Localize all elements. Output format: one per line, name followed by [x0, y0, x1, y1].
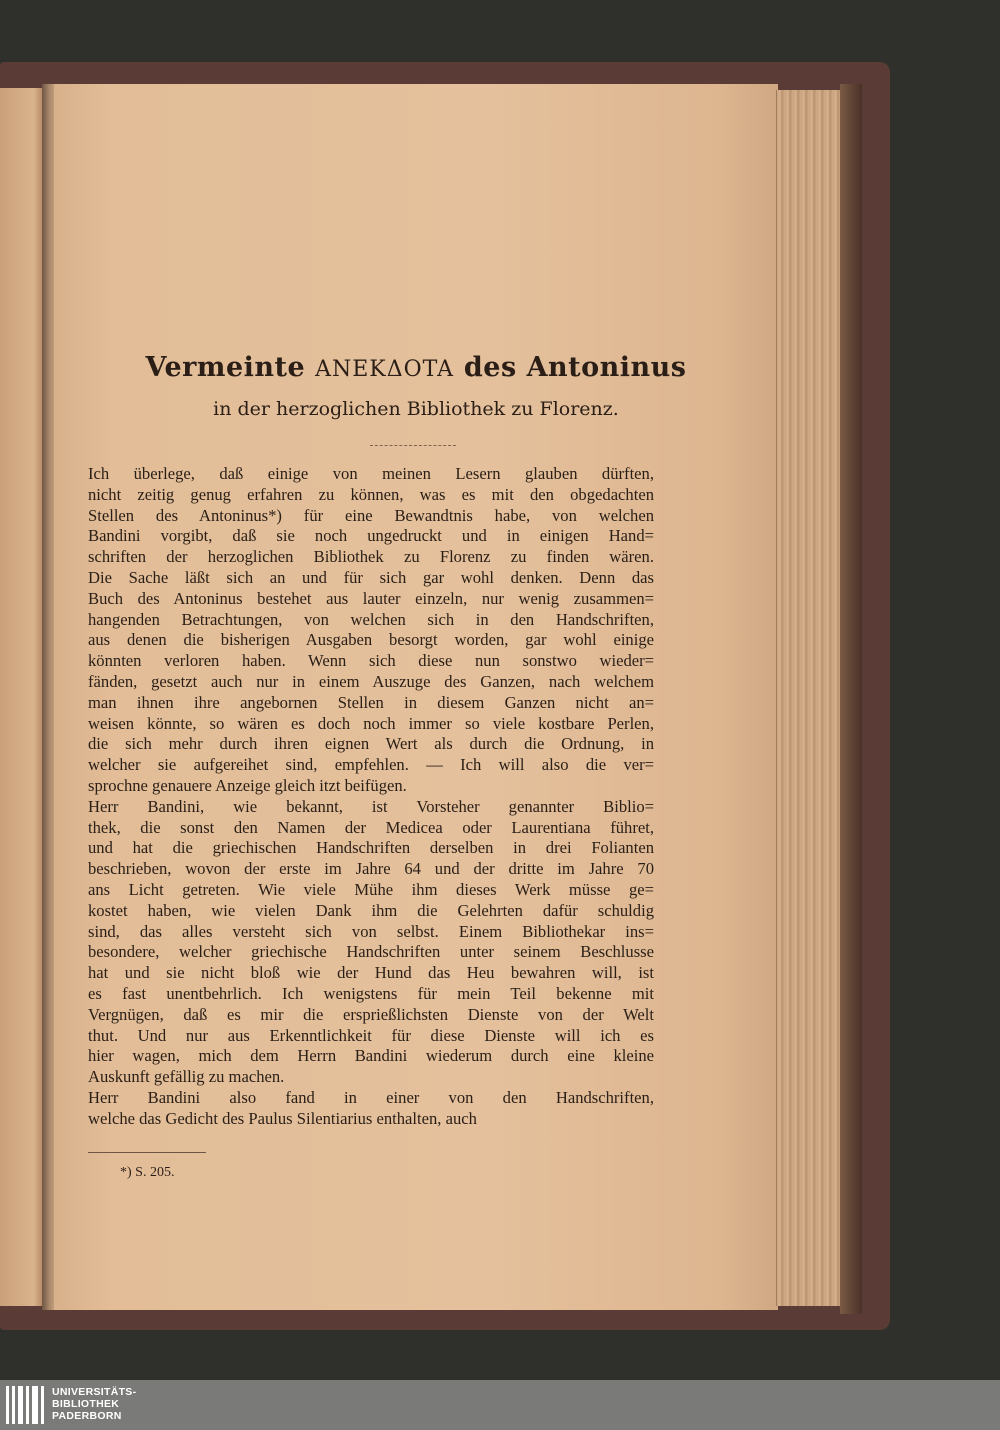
text-line: hier wagen, mich dem Herrn Bandini wiederum durch eine kleine [88, 1046, 654, 1066]
title-part-3: des Antoninus [463, 352, 687, 383]
text-line: welche das Gedicht des Paulus Silentiarius enthalten, auch [88, 1108, 477, 1128]
text-line: ans Licht getreten. Wie viele Mühe ihm dieses Werk müsse ge= [88, 879, 654, 899]
text-line: sind, das alles versteht sich von selbst. Einem Bibliothekar ins= [88, 921, 654, 941]
text-line: fänden, gesetzt auch nur in einem Auszuge des Ganzen, nach welchem [88, 671, 654, 691]
page-subtitle: in der herzoglichen Bibliothek zu Florenz. [213, 398, 619, 420]
logo-line-2: BIBLIOTHEK [52, 1398, 120, 1410]
text-line: schriften der herzoglichen Bibliothek zu Florenz zu finden wären. [88, 547, 654, 567]
text-line: Buch des Antoninus bestehet aus lauter einzeln, nur wenig zusammen= [88, 588, 654, 608]
text-line: Vergnügen, daß es mir die ersprießlichsten Dienste von der Welt [88, 1004, 654, 1024]
text-line: hat und sie nicht bloß wie der Hund das Heu bewahren will, ist [88, 963, 654, 983]
left-page-edge [0, 88, 44, 1306]
text-line: Stellen des Antoninus*) für eine Bewandtnis habe, von welchen [88, 505, 654, 525]
text-line: könnten verloren haben. Wenn sich diese nun sonstwo wieder= [88, 651, 654, 671]
text-line: die sich mehr durch ihren eignen Wert als durch die Ordnung, in [88, 734, 654, 754]
text-line: und hat die griechischen Handschriften derselben in drei Folianten [88, 838, 654, 858]
body-text [88, 464, 654, 1130]
library-logo-text [52, 1386, 136, 1422]
text-line: aus denen die bisherigen Ausgaben besorgt worden, gar wohl einige [88, 630, 654, 650]
title-divider [370, 445, 456, 446]
logo-line-1: UNIVERSITÄTS- [52, 1386, 137, 1398]
text-line: Die Sache läßt sich an und für sich gar wohl denken. Denn das [88, 567, 654, 587]
text-line: nicht zeitig genug erfahren zu können, was es mit den obgedachten [88, 484, 654, 504]
logo-line-3: PADERBORN [52, 1410, 122, 1422]
text-line: beschrieben, wovon der erste im Jahre 64 und der dritte im Jahre 70 [88, 859, 654, 879]
text-line: sprochne genauere Anzeige gleich itzt beifügen. [88, 775, 407, 795]
text-line: Herr Bandini also fand in einer von den Handschriften, [88, 1087, 654, 1107]
text-line: weisen könnte, so wären es doch noch immer so viele kostbare Perlen, [88, 713, 654, 733]
title-part-greek: ANEKΔOTA [315, 357, 454, 382]
page-title [54, 352, 778, 383]
text-line: Herr Bandini, wie bekannt, ist Vorsteher genannter Biblio= [88, 796, 654, 816]
text-line: besondere, welcher griechische Handschriften unter seinem Beschlusse [88, 942, 654, 962]
text-line: es fast unentbehrlich. Ich wenigstens für mein Teil bekenne mit [88, 983, 654, 1003]
page-edges-shadow [840, 84, 862, 1314]
text-line: Bandini vorgibt, daß sie noch ungedruckt und in einigen Hand= [88, 526, 654, 546]
text-line: thut. Und nur aus Erkenntlichkeit für diese Dienste will ich es [88, 1025, 654, 1045]
text-line: Ich überlege, daß einige von meinen Lesern glauben dürften, [88, 464, 654, 483]
text-line: hangenden Betrachtungen, von welchen sich in den Handschriften, [88, 609, 654, 629]
text-line: Auskunft gefällig zu machen. [88, 1067, 285, 1087]
title-part-1: Vermeinte [145, 352, 306, 383]
footnote: *) S. 205. [120, 1165, 175, 1180]
text-line: welcher sie aufgereihet sind, empfehlen. — Ich will also die ver= [88, 755, 654, 775]
footnote-divider [88, 1152, 206, 1153]
library-logo-icon [6, 1386, 46, 1424]
text-line: thek, die sonst den Namen der Medicea oder Laurentiana führet, [88, 817, 654, 837]
text-line: man ihnen ihre angebornen Stellen in diesem Ganzen nicht an= [88, 692, 654, 712]
footer-bar [0, 1380, 1000, 1430]
text-line: kostet haben, wie vielen Dank ihm die Gelehrten dafür schuldig [88, 900, 654, 920]
page-edges [776, 90, 841, 1306]
